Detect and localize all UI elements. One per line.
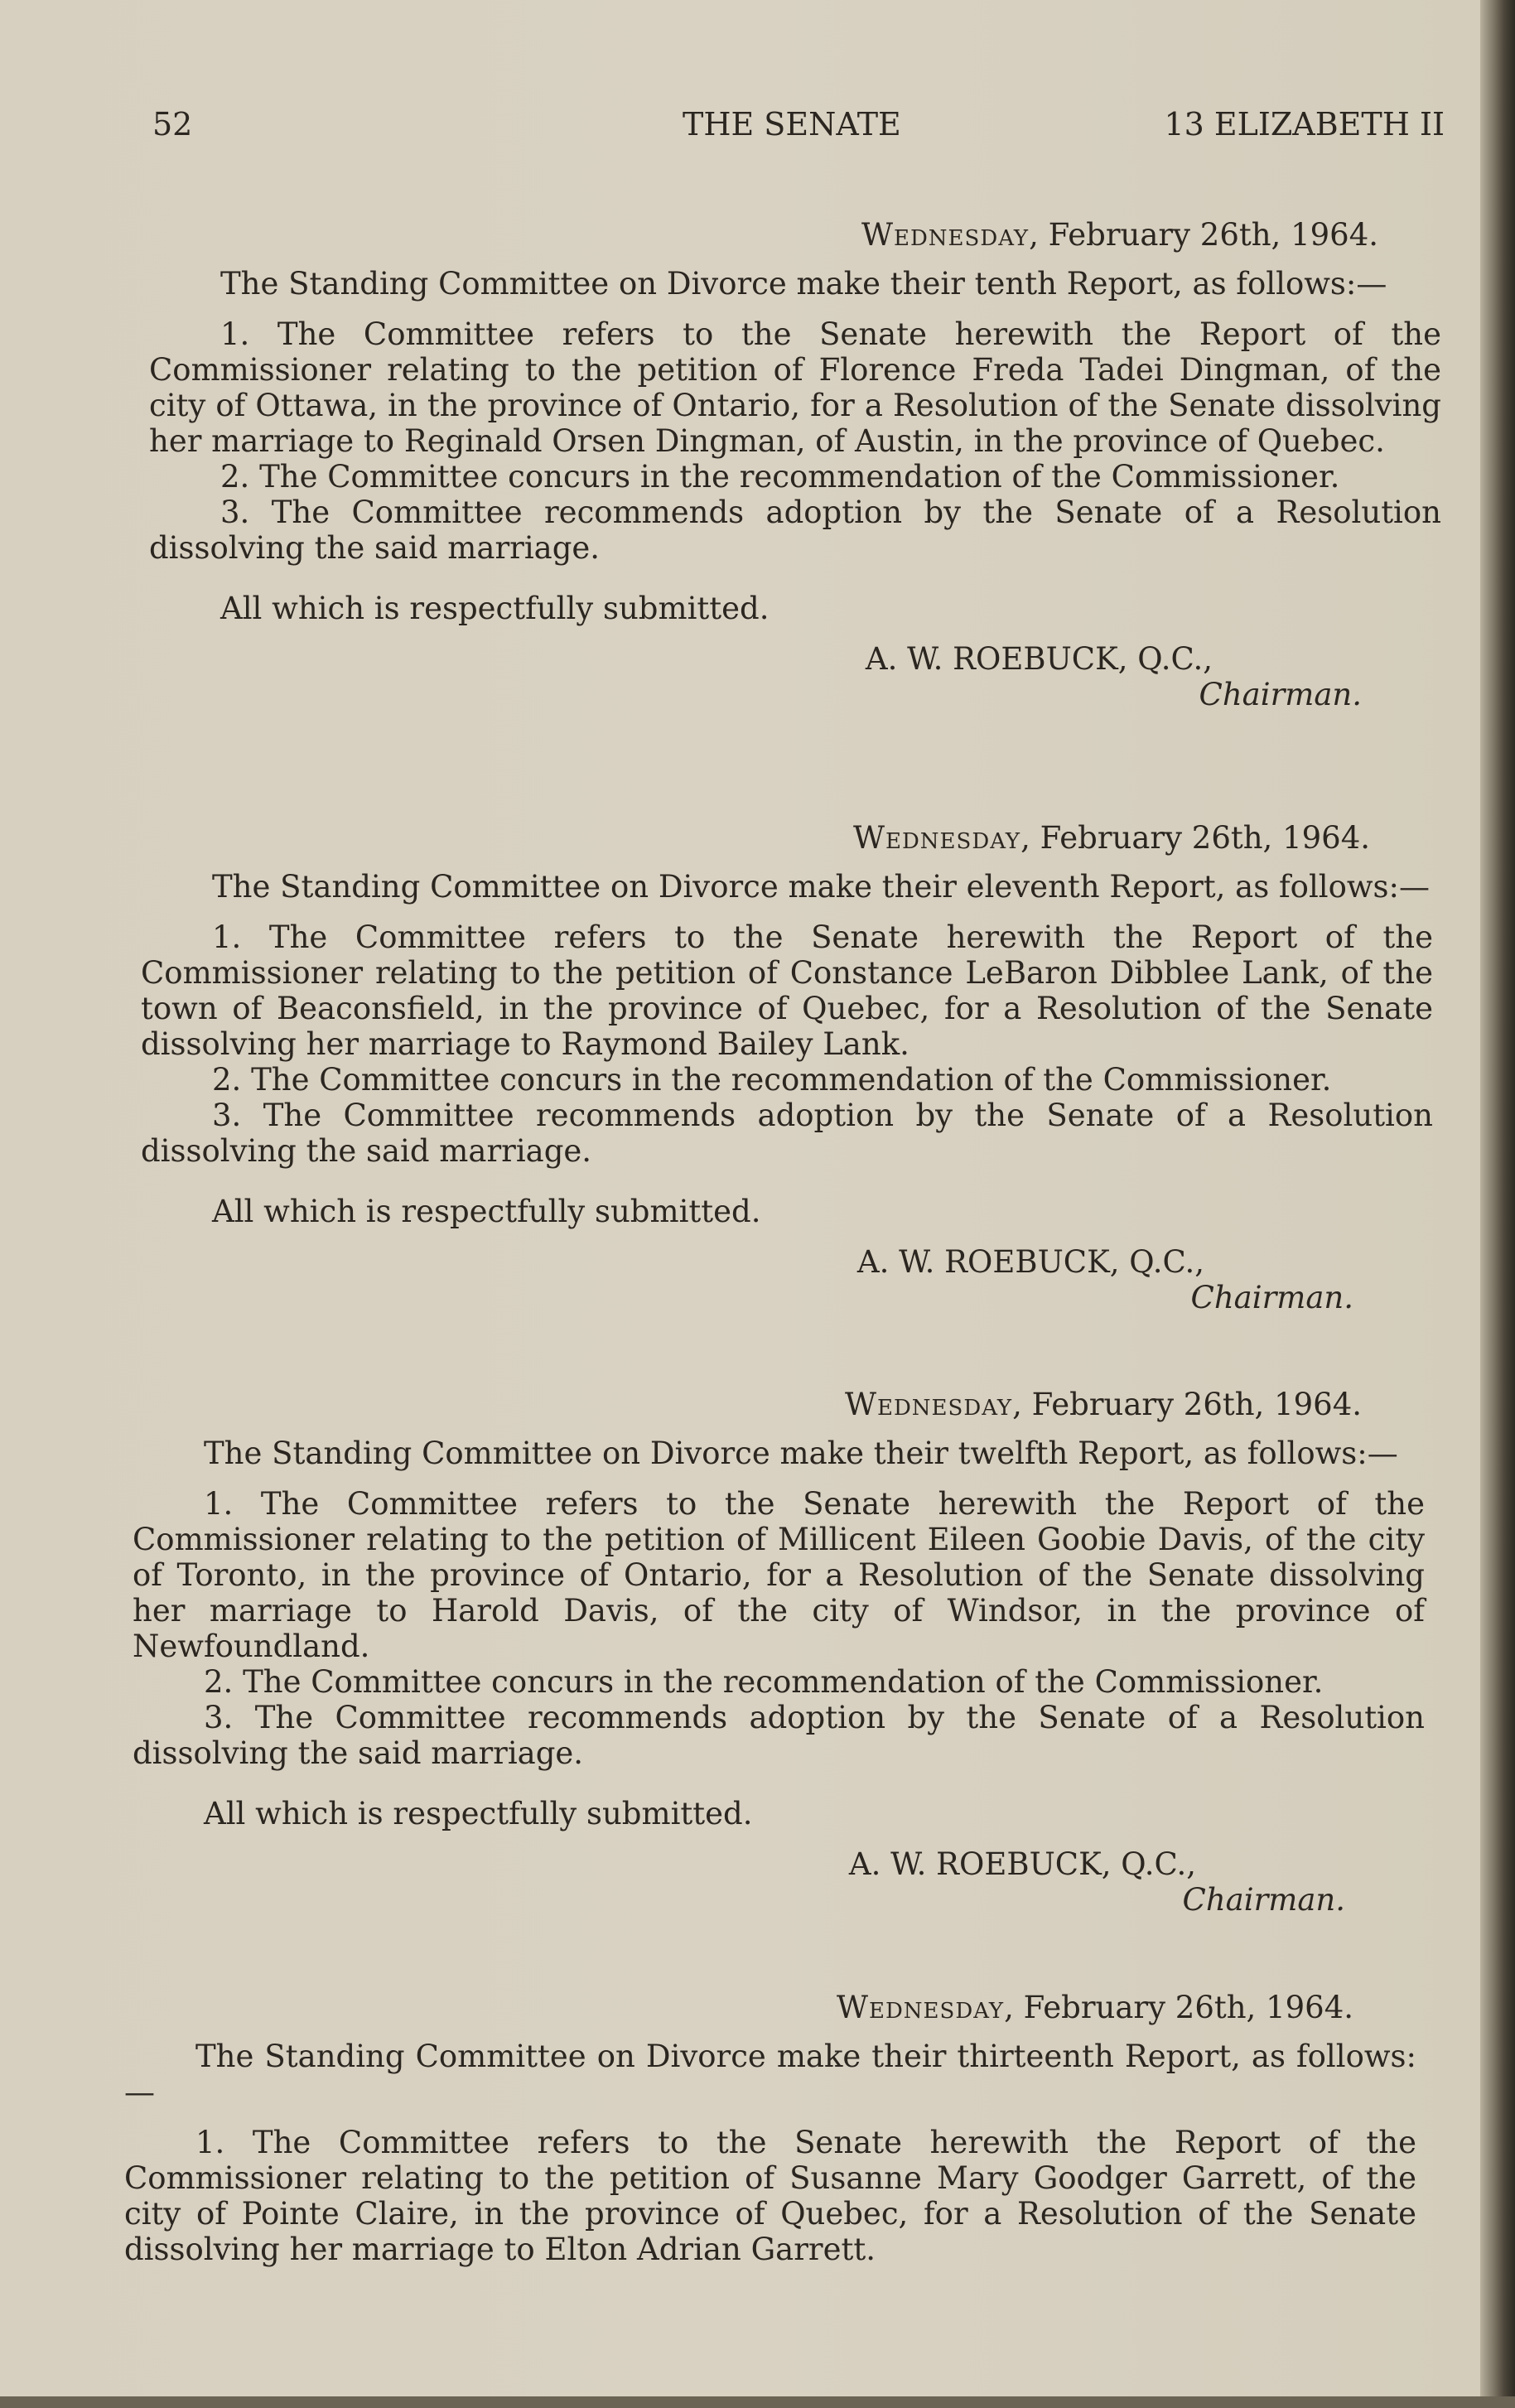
date-day: Wednesday (852, 820, 1021, 856)
signature-role: Chairman. (1199, 677, 1362, 712)
report-item-1: 1. The Committee refers to the Senate herewith the Report of the Commissioner relating to the petition of Susanne Mary Goodger Garrett, of the city of Pointe Claire, in the province of Quebec, for a Resolution of the Senate dissolving her marriage to Elton Adrian Garrett. (124, 2125, 1416, 2267)
report-entry-13 (124, 1990, 1416, 2267)
closing-line: All which is respectfully submitted. (212, 1194, 761, 1229)
page-edge-shadow (1480, 0, 1515, 2408)
report-intro: The Standing Committee on Divorce make their eleventh Report, as follows:— (212, 869, 1431, 905)
regnal-year: 13 ELIZABETH II (1164, 106, 1445, 142)
entry-date (141, 820, 1433, 856)
entry-date (149, 217, 1441, 253)
report-item-3: 3. The Committee recommends adoption by the Senate of a Resolution dissolving the said marriage. (133, 1700, 1425, 1771)
date-day: Wednesday (861, 217, 1030, 253)
report-item-1: 1. The Committee refers to the Senate herewith the Report of the Commissioner relating to the petition of Millicent Eileen Goobie Davis, of the city of Toronto, in the province of Ontario, for a Resolution of the Senate dissolving her marriage to Harold Davis, of the city of Windsor, in the province of Newfoundland. (133, 1486, 1425, 1664)
entry-date (124, 1990, 1416, 2025)
report-intro: The Standing Committee on Divorce make their twelfth Report, as follows:— (204, 1436, 1398, 1471)
report-item-2: 2. The Committee concurs in the recommendation of the Commissioner. (204, 1664, 1324, 1700)
date-text: , February 26th, 1964. (1004, 1990, 1353, 2025)
closing-line: All which is respectfully submitted. (204, 1796, 753, 1831)
report-intro: The Standing Committee on Divorce make their tenth Report, as follows:— (220, 266, 1387, 302)
report-item-2: 2. The Committee concurs in the recommendation of the Commissioner. (220, 459, 1340, 495)
signature-role: Chairman. (1190, 1280, 1353, 1315)
report-entry-10 (149, 217, 1441, 712)
signature-role: Chairman. (1182, 1882, 1345, 1918)
entry-date (133, 1387, 1425, 1422)
date-text: , February 26th, 1964. (1020, 820, 1370, 856)
report-entry-12 (133, 1387, 1425, 1918)
report-item-1: 1. The Committee refers to the Senate herewith the Report of the Commissioner relating to the petition of Florence Freda Tadei Dingman, of the city of Ottawa, in the province of Ontario, for a Resolution of the Senate dissolving her marriage to Reginald Orsen Dingman, of Austin, in the province of Quebec. (149, 316, 1441, 459)
running-header (152, 106, 1445, 147)
signature: A. W. ROEBUCK, Q.C., (865, 641, 1213, 677)
signature: A. W. ROEBUCK, Q.C., (848, 1846, 1196, 1882)
report-intro: The Standing Committee on Divorce make their thirteenth Report, as follows:— (124, 2039, 1416, 2110)
report-entry-11 (141, 820, 1433, 1315)
report-item-2: 2. The Committee concurs in the recommendation of the Commissioner. (212, 1062, 1332, 1098)
date-day: Wednesday (844, 1387, 1013, 1422)
report-item-1: 1. The Committee refers to the Senate herewith the Report of the Commissioner relating to the petition of Constance LeBaron Dibblee Lank, of the town of Beaconsfield, in the province of Quebec, for a Resolution of the Senate dissolving her marriage to Raymond Bailey Lank. (141, 919, 1433, 1062)
report-item-3: 3. The Committee recommends adoption by the Senate of a Resolution dissolving the said marriage. (141, 1098, 1433, 1169)
date-text: , February 26th, 1964. (1029, 217, 1378, 253)
closing-line: All which is respectfully submitted. (220, 591, 770, 626)
running-title: THE SENATE (683, 106, 901, 142)
signature: A. W. ROEBUCK, Q.C., (856, 1244, 1204, 1280)
bottom-edge (0, 2396, 1515, 2408)
date-day: Wednesday (836, 1990, 1005, 2025)
report-item-3: 3. The Committee recommends adoption by the Senate of a Resolution dissolving the said marriage. (149, 495, 1441, 566)
page-number: 52 (152, 106, 193, 142)
date-text: , February 26th, 1964. (1012, 1387, 1362, 1422)
